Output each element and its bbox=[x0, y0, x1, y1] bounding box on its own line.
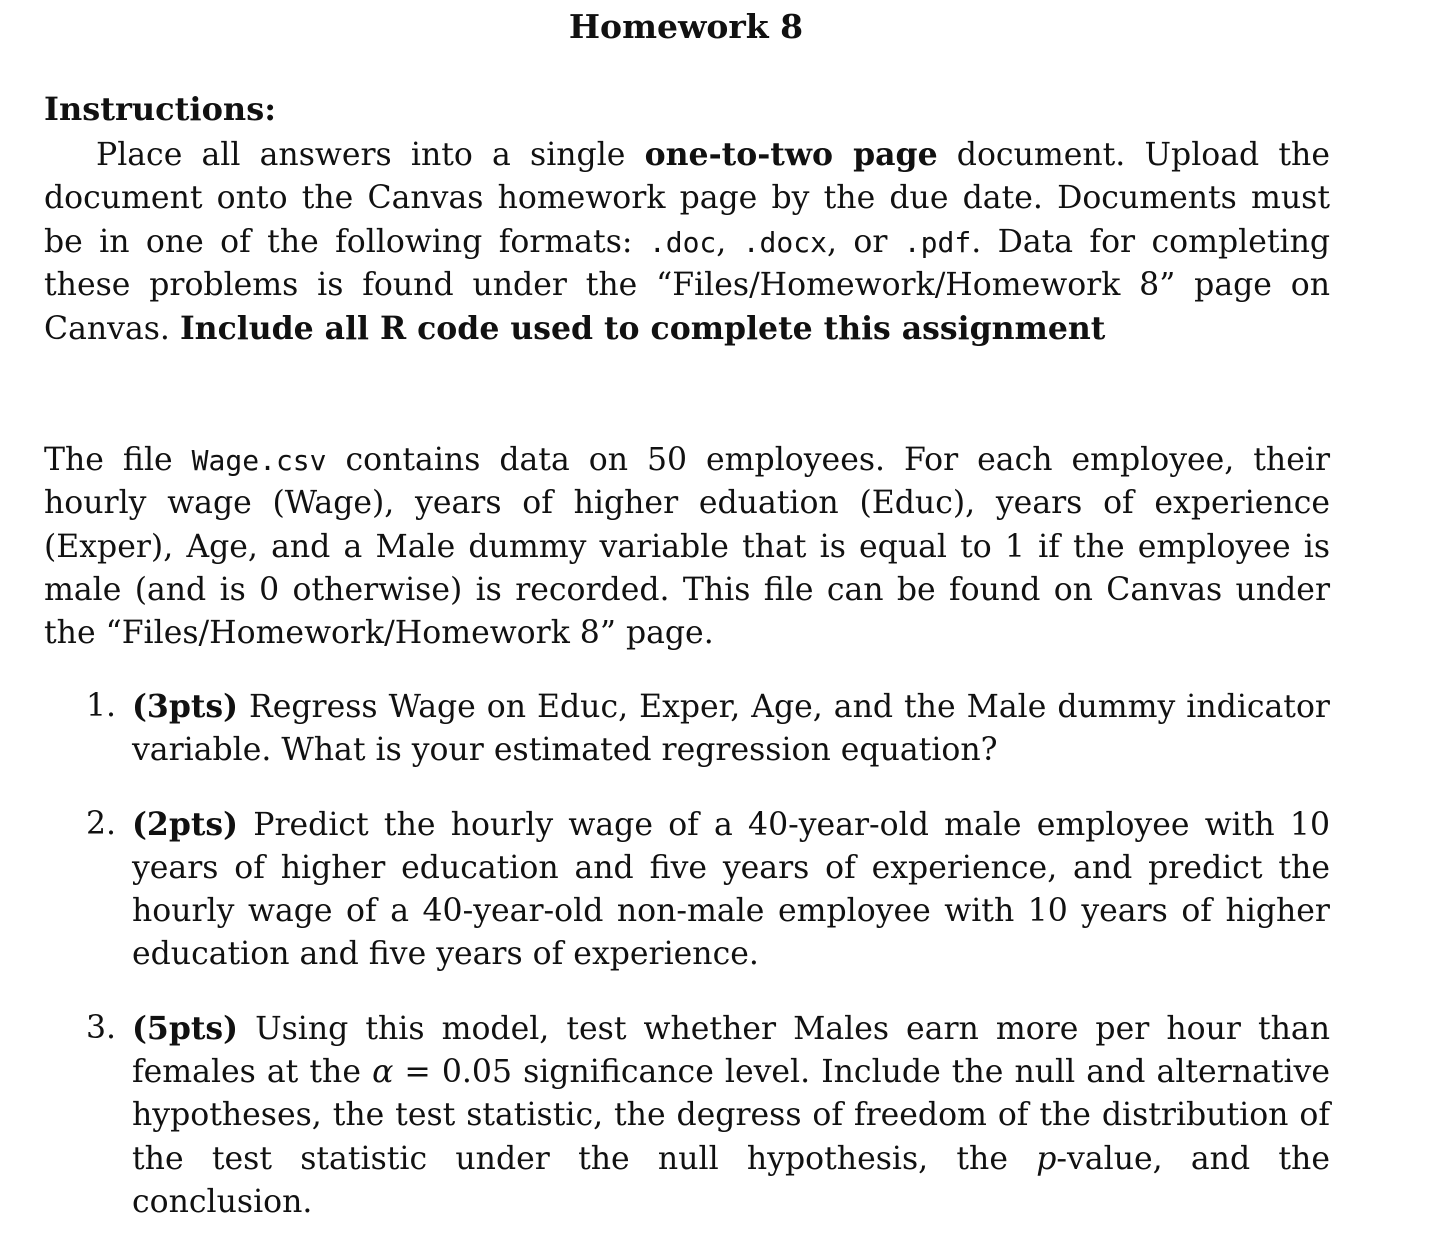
instructions-text-2: document. Upload the document onto the Canvas homework page by the due date. Documents must be in one of the following formats: bbox=[44, 137, 1330, 260]
question-text: Predict the hourly wage of a 40-year-old male employee with 10 years of higher education and five years of experience, and predict the hourly wage of a 40-year-old non-male employee with 10 years of higher education and five years of experience. bbox=[132, 806, 1330, 973]
question-points: (3pts) bbox=[132, 688, 239, 725]
instructions-text-1: Place all answers into a single bbox=[96, 137, 645, 173]
question-text-part-2: = 0.05 significance level. Include the null and alternative hypotheses, the test statistic, the degress of freedom of the distribution of the test statistic under the null hypothesis, the bbox=[132, 1054, 1330, 1177]
question-text: Regress Wage on Educ, Exper, Age, and the Male dummy indicator variable. What is your estimated regression equation? bbox=[132, 689, 1330, 769]
question-number: 3. bbox=[86, 1009, 117, 1046]
page-title: Homework 8 bbox=[568, 7, 804, 46]
p-symbol: p bbox=[1036, 1140, 1057, 1177]
question-points: (2pts) bbox=[132, 805, 239, 843]
question-number: 2. bbox=[86, 805, 117, 842]
data-file-name: Wage.csv bbox=[191, 444, 327, 477]
instructions-heading: Instructions: bbox=[44, 90, 277, 128]
question-points: (5pts) bbox=[132, 1009, 239, 1047]
instructions-text-4: , or bbox=[826, 223, 904, 260]
format-docx: .docx bbox=[742, 225, 827, 259]
question-list bbox=[44, 685, 1330, 1254]
description-text-1: The file bbox=[44, 442, 192, 478]
instructions-paragraph bbox=[44, 133, 1330, 351]
data-description-paragraph bbox=[44, 439, 1330, 655]
question-item bbox=[44, 685, 1330, 773]
question-item bbox=[44, 1007, 1330, 1224]
r-code-emphasis: Include all R code used to complete this assignment bbox=[179, 310, 1106, 348]
question-text-part-1: Using this model, test whether Males earn more per hour than females at the bbox=[132, 1010, 1330, 1091]
format-pdf: .pdf bbox=[903, 225, 972, 259]
question-number: 1. bbox=[86, 688, 117, 724]
alpha-symbol: α bbox=[372, 1054, 394, 1091]
description-text-2: contains data on 50 employees. For each employee, their hourly wage (Wage), years of higher eduation (Educ), years of experience (Exper), Age, and a Male dummy variable that is equal to 1 if the employee is male (and is 0 otherwise) is recorded. This file can be found on Canvas under the “Files/Homework/Homework 8” page. bbox=[44, 442, 1330, 652]
page-limit-emphasis: one-to-two page bbox=[644, 136, 938, 173]
instructions-text-5: . Data for completing these problems is found under the “Files/Homework/Homework 8” page on Canvas. bbox=[44, 223, 1331, 348]
format-doc: .doc bbox=[648, 225, 717, 259]
question-item bbox=[44, 803, 1330, 977]
question-text-part-3: -value, and the conclusion. bbox=[132, 1140, 1330, 1220]
instructions-text-3: , bbox=[716, 223, 743, 260]
